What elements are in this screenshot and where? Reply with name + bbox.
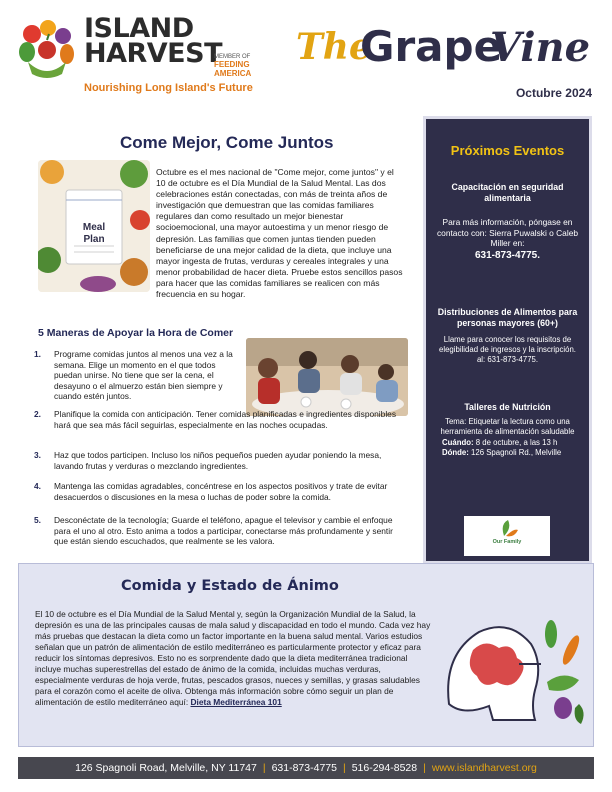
sidebar-title: Próximos Eventos xyxy=(450,143,565,158)
event-body: Llame para conocer los requisitos de elegibilidad de ingresos y la inscripción. xyxy=(439,335,576,354)
tip-text: Haz que todos participen. Incluso los niños pequeños pueden ayudar poniendo la mesa, lavando frutas y verduras o mezclando ingredientes. xyxy=(54,450,382,471)
brain-food-illustration xyxy=(439,594,589,734)
org-tagline: Nourishing Long Island's Future xyxy=(84,82,253,94)
upcoming-events-sidebar xyxy=(423,116,592,564)
feeding-america-badge: MEMBER OF FEEDING AMERICA xyxy=(214,54,252,78)
island-harvest-logo xyxy=(18,14,268,98)
masthead-grape: Grape xyxy=(360,22,503,71)
leaf-icon xyxy=(464,516,550,540)
ways-heading: 5 Maneras de Apoyar la Hora de Comer xyxy=(38,327,234,339)
event-title: Talleres de Nutrición xyxy=(464,402,551,412)
footer-address: 126 Spagnoli Road, Melville, NY 11747 xyxy=(75,762,257,774)
family-dinner-photo xyxy=(246,338,408,416)
newsletter-masthead xyxy=(296,16,598,100)
meal-plan-label: Meal Plan xyxy=(82,222,106,245)
event-phone: 631-873-4775. xyxy=(474,249,541,261)
tip-text: Desconéctate de la tecnología; Guarde el teléfono, apague el televisor y cambie el enfoque para el uno al otro. Esto anima a todos a participar, conectarse más profundamente y sentir que están siendo escuchados, que realmente se les valora. xyxy=(54,515,393,547)
tip-item xyxy=(34,515,404,551)
event-when: Cuándo: 8 de octubre, a las 13 h xyxy=(442,438,558,447)
tip-item xyxy=(34,349,244,407)
issue-date: Octubre 2024 xyxy=(515,86,592,100)
tip-number: 2. xyxy=(34,409,41,419)
event-where: Dónde: 126 Spagnoli Rd., Melville xyxy=(442,448,562,457)
produce-basket-icon xyxy=(18,18,76,80)
tip-text: Mantenga las comidas agradables, concéntrese en los aspectos positivos y trate de evitar desacuerdos o discusiones en la mesa o luchas de poder sobre la comida. xyxy=(54,481,388,502)
footer-phone-2: 516-294-8528 xyxy=(351,762,418,774)
article-title: Come Mejor, Come Juntos xyxy=(120,133,334,152)
tip-text: Programe comidas juntos al menos una vez a la semana. Elige un momento en el que todos puedan unirse. No tiene que ser la cena, el desayuno o el almuerzo están bien siempre y cuando estén juntos. xyxy=(54,349,233,402)
partner-logo-text: Our Family xyxy=(492,539,522,545)
event-title: Distribuciones de Alimentos para personas mayores (60+) xyxy=(437,307,578,328)
our-family-logo xyxy=(464,516,550,556)
tip-text: Planifique la comida con anticipación. Tener comidas planificadas e ingredientes disponibles hará que sea más fácil seguirlas, especialmente en las noches ocupadas. xyxy=(54,409,397,430)
event-food-safety xyxy=(432,182,583,261)
org-name: ISLAND HARVEST xyxy=(84,13,222,69)
mood-body: El 10 de octubre es el Día Mundial de la Salud Mental y, según la Organización Mundial de la Salud, la depresión es una de las principales causas de mala salud y discapacidad en todo el mundo. Cada vez hay más pruebas que destacan la dieta como un factor importante en la buena salud mental. Varios estudios señalan que un patrón de alimentación de estilo mediterráneo es particularmente protector y eficaz para reducir los síntomas depresivos. Esto no es sorprendente dado que la dieta mediterránea tradicional incluye muchas superestrellas del estado de ánimo de la comida, incluidas muchas verduras, especialmente verduras de hoja verde, frutas, pescados grasos, nueces y semillas, y grasas saludables para el corazón como el aceite de oliva. Obtenga más información sobre cómo seguir un plan de alimentación de estilo mediterráneo aquí: Dieta Mediterránea 101 xyxy=(35,609,431,708)
footer-separator: | xyxy=(262,762,266,774)
event-title: Capacitación en seguridad alimentaria xyxy=(451,182,564,203)
tip-number: 3. xyxy=(34,450,41,460)
footer-separator: | xyxy=(342,762,346,774)
event-nutrition-workshop xyxy=(432,402,583,458)
article-intro: Octubre es el mes nacional de "Come mejor, come juntos" y el 10 de octubre es el Día Mundial de la Salud Mental. Las dos celebraciones están conectadas, con más de treinta años de investigación que demuestran que las comidas familiares regulares dan como resultado un mejor bienestar socioemocional, una mayor autoestima y un menor riesgo de depresión. Las familias que comen juntas tienden pueden beneficiarse de una mejor calidad de la dieta, que incluye una mayor ingesta de frutas, verduras y cereales integrales y una menor probabilidad de hacer dieta. Pruebe estos sencillos pasos para hacer que las comidas familiares se realicen con más frecuencia en su hogar. xyxy=(156,167,403,300)
footer-phone-1: 631-873-4775 xyxy=(271,762,337,774)
footer-bar xyxy=(18,757,594,779)
masthead-vine: Vine xyxy=(490,24,591,71)
meal-plan-photo xyxy=(38,160,150,292)
tip-item xyxy=(34,409,404,445)
tip-number: 5. xyxy=(34,515,41,525)
tip-item xyxy=(34,450,404,476)
event-senior-distribution xyxy=(432,307,583,365)
footer-separator: | xyxy=(423,762,426,774)
tip-number: 1. xyxy=(34,349,41,359)
event-topic: Tema: Etiquetar la lectura como una herramienta de alimentación saludable xyxy=(440,417,575,436)
footer-website-link[interactable]: www.islandharvest.org xyxy=(431,762,537,774)
masthead-the: The xyxy=(296,26,372,68)
mood-title: Comida y Estado de Ánimo xyxy=(121,578,339,594)
tip-item xyxy=(34,481,404,507)
tip-number: 4. xyxy=(34,481,41,491)
event-body: Para más información, póngase en contacto con: Sierra Puwalski o Caleb Miller en: xyxy=(436,217,579,249)
mediterranean-diet-link[interactable]: Dieta Mediterránea 101 xyxy=(190,697,282,708)
event-phone: al: 631-873-4775. xyxy=(476,355,539,364)
food-mood-section xyxy=(18,563,594,747)
family-dinner-illustration xyxy=(246,338,408,416)
